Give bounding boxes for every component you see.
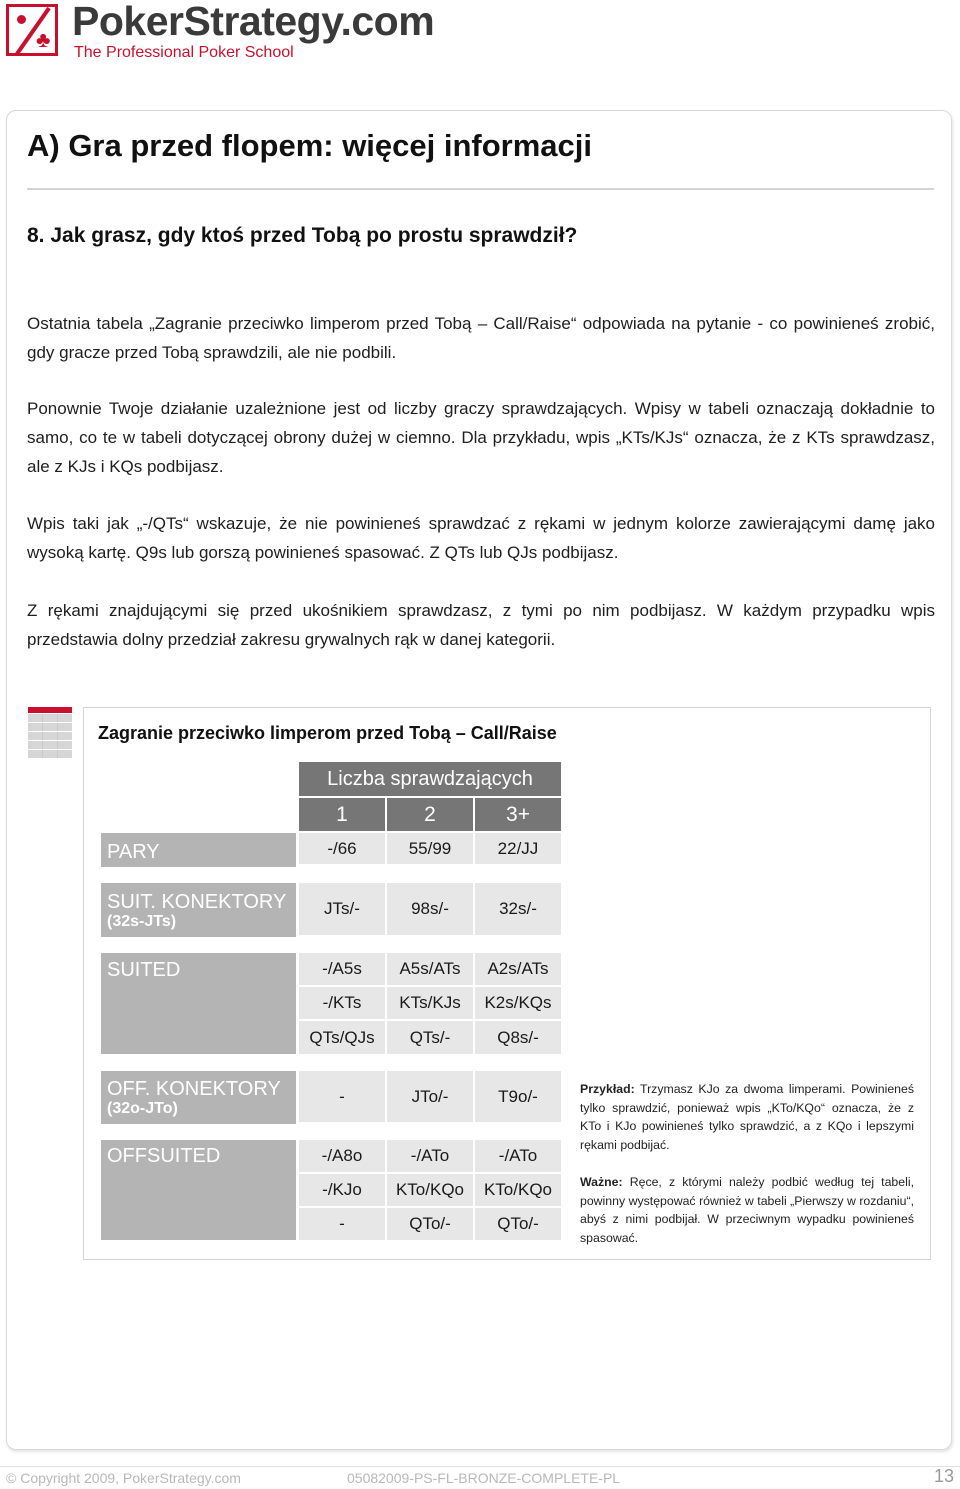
table-cell: -/KJo [299,1174,385,1206]
footer-doc-id: 05082009-PS-FL-BRONZE-COMPLETE-PL [347,1470,621,1486]
paragraph: Z rękami znajdującymi się przed ukośnikiem sprawdzasz, z tymi po nim podbijasz. W każdym przypadku wpis przedstawia dolny przedział zakresu grywalnych rąk w danej kategorii. [27,601,935,649]
category-label: OFF. KONEKTORY [107,1078,281,1100]
table-cell: A5s/ATs [387,953,473,985]
table-cell: QTo/- [475,1208,561,1240]
table-cell: A2s/ATs [475,953,561,985]
table-cell: -/66 [299,833,385,864]
note-label: Ważne: [580,1175,623,1189]
column-header: 1 [299,798,385,831]
table-cell: -/A8o [299,1140,385,1172]
table-cell: - [299,1071,385,1122]
table-cell: 55/99 [387,833,473,864]
table-cell: 98s/- [387,883,473,935]
section-heading: 8. Jak grasz, gdy ktoś przed Tobą po prostu sprawdził? [27,224,578,247]
paragraph: Ponownie Twoje działanie uzależnione jest od liczby graczy sprawdzających. Wpisy w tabeli oznaczają dokładnie to samo, co te w tabeli dotyczącej obrony dużej w ciemno. Dla przykładu, wpis „KTs/KJs“ oznacza, że z KTs sprawdzasz, ale z KJs i KQs podbijasz. [27,399,935,476]
category-offsuited [101,1140,296,1240]
footer-divider [0,1466,960,1467]
category-label: SUITED [107,959,181,981]
page-title: A) Gra przed flopem: więcej informacji [27,128,593,163]
table-header: Liczba sprawdzających [299,762,561,796]
category-label: SUIT. KONEKTORY [107,891,287,913]
table-cell: JTs/- [299,883,385,935]
table-cell: 32s/- [475,883,561,935]
category-label: OFFSUITED [107,1145,221,1167]
table-cell: KTo/KQo [475,1174,561,1206]
table-cell: T9o/- [475,1071,561,1122]
column-header: 2 [387,798,473,831]
table-title: Zagranie przeciwko limperom przed Tobą – Call/Raise [98,723,557,743]
paragraph: Wpis taki jak „-/QTs“ wskazuje, że nie powinieneś sprawdzać z rękami w jednym kolorze zawierającymi damę jako wysoką kartę. Q9s lub gorszą powinieneś spasować. Z QTs lub QJs podbijasz. [27,514,935,562]
page-number: 13 [933,1466,954,1486]
table-cell: QTs/- [387,1021,473,1054]
category-suited-connectors [101,883,296,937]
brand-tagline: The Professional Poker School [74,44,294,61]
brand-name: PokerStrategy.com [72,0,435,44]
note-text: Ręce, z którymi należy podbić według tej tabeli, powinny występować również w tabeli „Pierwszy w rozdaniu“, abyś z nimi podbijał. W przeciwnym wypadku powinieneś spasować. [580,1175,914,1245]
table-cell: KTs/KJs [387,987,473,1019]
paragraph: Ostatnia tabela „Zagranie przeciwko limperom przed Tobą – Call/Raise“ odpowiada na pytanie - co powinieneś zrobić, gdy gracze przed Tobą sprawdzili, ale nie podbili. [27,314,935,362]
percent-club-logo-icon: ♣ [6,4,58,56]
table-cell: K2s/KQs [475,987,561,1019]
note-label: Przykład: [580,1082,635,1096]
category-pairs [101,833,296,867]
example-note [580,1080,914,1154]
note-text: Trzymasz KJo za dwoma limperami. Powinieneś tylko sprawdzić, ponieważ wpis „KTo/KQo“ oznacza, że z KTo i KJo powinieneś tylko sprawdzić, a z KQo i lepszymi rękami podbijać. [580,1082,914,1152]
category-range: (32o-JTo) [107,1100,178,1117]
table-cell: QTs/QJs [299,1021,385,1054]
table-cell: -/A5s [299,953,385,985]
table-cell: KTo/KQo [387,1174,473,1206]
table-cell: - [299,1208,385,1240]
table-cell: Q8s/- [475,1021,561,1054]
table-icon [28,707,72,759]
category-range: (32s-JTs) [107,913,177,930]
category-suited [101,953,296,1054]
important-note [580,1173,914,1247]
column-header: 3+ [475,798,561,831]
table-cell: -/ATo [387,1140,473,1172]
footer-copyright: © Copyright 2009, PokerStrategy.com [6,1470,241,1486]
table-cell: -/ATo [475,1140,561,1172]
category-label: PARY [107,841,160,863]
table-cell: 22/JJ [475,833,561,864]
table-cell: -/KTs [299,987,385,1019]
table-cell: JTo/- [387,1071,473,1122]
category-offsuit-connectors [101,1071,296,1124]
table-cell: QTo/- [387,1208,473,1240]
title-divider [27,188,934,190]
